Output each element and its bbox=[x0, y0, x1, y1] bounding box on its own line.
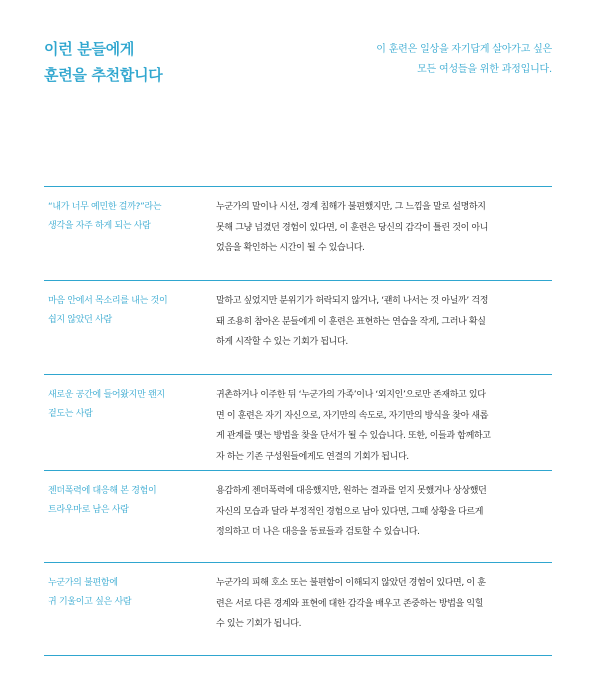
table-row bbox=[44, 470, 552, 562]
description bbox=[216, 481, 552, 543]
description bbox=[216, 385, 552, 467]
target-line: 귀 기울이고 싶은 사람 bbox=[48, 597, 132, 607]
target-audience bbox=[48, 198, 208, 236]
description-line: 정의하고 더 나은 대응을 동료들과 검토할 수 있습니다. bbox=[216, 527, 420, 537]
description-line: 용감하게 젠더폭력에 대응했지만, 원하는 결과를 얻지 못했거나 상상했던 bbox=[216, 486, 487, 496]
target-audience bbox=[48, 482, 208, 520]
description-line: 게 관계를 맺는 방법을 찾을 단서가 될 수 있습니다. 또한, 이들과 함께하고 bbox=[216, 431, 491, 441]
page-title-line-2: 훈련을 추천합니다 bbox=[44, 66, 163, 84]
description-line: 누군가의 말이나 시선, 경계 침해가 불편했지만, 그 느낌을 말로 설명하지 bbox=[216, 202, 486, 212]
page-subtitle-line-2: 모든 여성들을 위한 과정입니다. bbox=[417, 64, 552, 75]
page-title bbox=[44, 36, 284, 88]
description bbox=[216, 291, 552, 353]
target-line: 마음 안에서 목소리를 내는 것이 bbox=[48, 296, 168, 306]
target-line: 쉽지 않았던 사람 bbox=[48, 315, 112, 325]
table-row bbox=[44, 374, 552, 470]
page-subtitle-line-1: 이 훈련은 일상을 자기답게 살아가고 싶은 bbox=[376, 44, 552, 55]
recommendation-table bbox=[44, 186, 552, 656]
table-row bbox=[44, 562, 552, 655]
target-audience bbox=[48, 574, 208, 612]
description-line: 못해 그냥 넘겼던 경험이 있다면, 이 훈련은 당신의 감각이 틀린 것이 아니 bbox=[216, 222, 489, 233]
target-line: 젠더폭력에 대응해 본 경험이 bbox=[48, 486, 157, 496]
description-line: 었음을 확인하는 시간이 될 수 있습니다. bbox=[216, 243, 365, 253]
table-row bbox=[44, 186, 552, 280]
page-title-line-1: 이런 분들에게 bbox=[44, 40, 135, 58]
description bbox=[216, 573, 552, 635]
description-line: 자 하는 기존 구성원들에게도 연결의 기회가 됩니다. bbox=[216, 451, 409, 462]
table-row bbox=[44, 280, 552, 374]
target-line: “내가 너무 예민한 걸까?”라는 bbox=[48, 202, 162, 212]
description-line: 누군가의 피해 호소 또는 불편함이 이해되지 않았던 경험이 있다면, 이 훈 bbox=[216, 578, 486, 588]
description-line: 귀촌하거나 이주한 뒤 ‘누군가의 가족’이나 ‘외지인’으로만 존재하고 있다 bbox=[216, 390, 486, 400]
target-line: 누군가의 불편함에 bbox=[48, 578, 118, 588]
target-audience bbox=[48, 292, 208, 330]
description-line: 하게 시작할 수 있는 기회가 됩니다. bbox=[216, 337, 348, 347]
target-line: 트라우마로 남은 사람 bbox=[48, 505, 129, 515]
target-line: 새로운 공간에 들어왔지만 왠지 bbox=[48, 390, 165, 400]
description-line: 면 이 훈련은 자기 자신으로, 자기만의 속도로, 자기만의 방식을 찾아 새롭 bbox=[216, 410, 489, 421]
description-line: 자신의 모습과 달라 부정적인 경험으로 남아 있다면, 그때 상황을 다르게 bbox=[216, 506, 484, 517]
description-line: 돼 조용히 참아온 분들에게 이 훈련은 표현하는 연습을 작게, 그러나 확실 bbox=[216, 316, 486, 327]
description-line: 말하고 싶었지만 분위기가 허락되지 않거나, ‘괜히 나서는 것 아닐까’ 걱정 bbox=[216, 296, 489, 306]
description bbox=[216, 197, 552, 259]
description-line: 수 있는 기회가 됩니다. bbox=[216, 619, 302, 629]
target-line: 생각을 자주 하게 되는 사람 bbox=[48, 221, 151, 231]
page-subtitle bbox=[292, 40, 552, 80]
description-line: 련은 서로 다른 경계와 표현에 대한 감각을 배우고 존중하는 방법을 익힐 bbox=[216, 598, 484, 609]
target-line: 겉도는 사람 bbox=[48, 409, 93, 419]
target-audience bbox=[48, 386, 208, 424]
